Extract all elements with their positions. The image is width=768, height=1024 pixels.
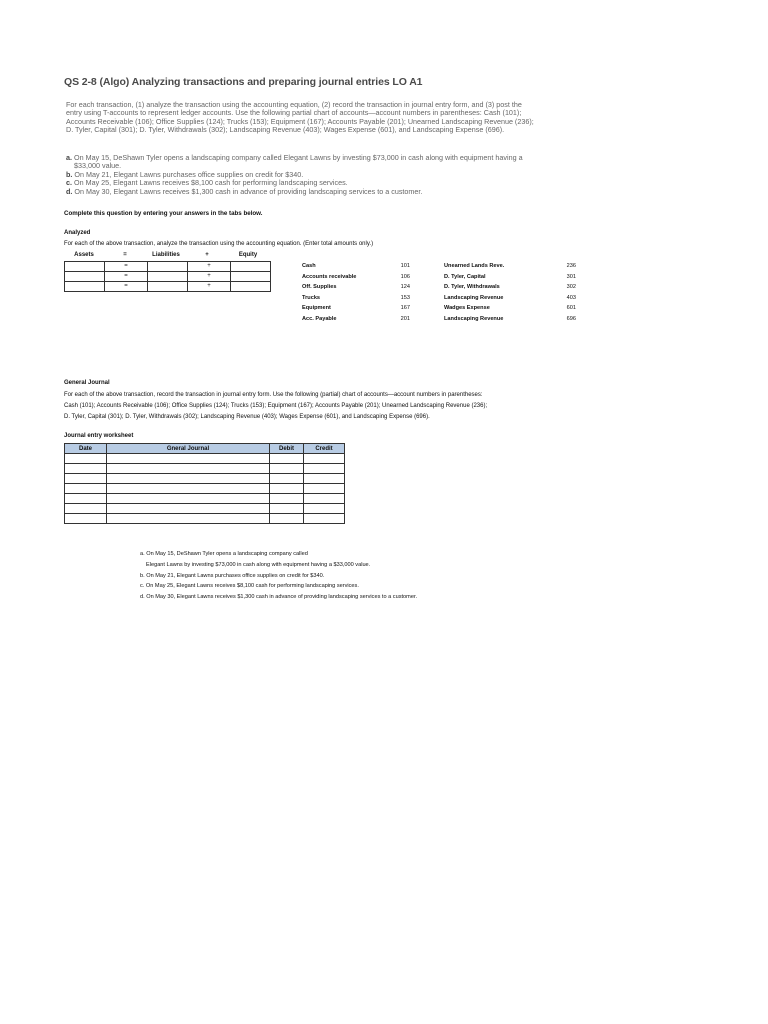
equals-header: = [123, 252, 127, 258]
credit-cell[interactable] [304, 474, 345, 484]
debit-cell[interactable] [270, 454, 304, 464]
list-item: Acc. Payable 201 [302, 315, 410, 322]
date-cell[interactable] [65, 514, 107, 524]
liabilities-header: Liabilities [152, 252, 180, 258]
table-row [65, 514, 345, 524]
equals-cell: = [105, 262, 148, 272]
list-item: b. On May 21, Elegant Lawns purchases office supplies on credit for $340. [66, 169, 304, 179]
accounts-list-left [302, 261, 412, 325]
table-row [65, 454, 345, 464]
list-item: a. On May 15, DeShawn Tyler opens a landscaping company called [140, 551, 308, 557]
account-cell[interactable] [107, 504, 270, 514]
list-item: Accounts receivable 106 [302, 273, 410, 280]
table-header-row [65, 444, 345, 454]
debit-cell[interactable] [270, 474, 304, 484]
equals-cell: = [105, 282, 148, 292]
list-item: Cash 101 [302, 263, 410, 269]
date-cell[interactable] [65, 474, 107, 484]
general-journal-description: D. Tyler, Capital (301); D. Tyler, Withdrawals (302); Landscaping Revenue (403); Wages Expense (601), and Landscaping Expense (696). [64, 414, 430, 420]
account-cell[interactable] [107, 454, 270, 464]
assets-header: Assets [74, 252, 94, 258]
liabilities-cell[interactable] [148, 282, 188, 292]
list-item: c. On May 25, Elegant Lawns receives $8,100 cash for performing landscaping services. [140, 583, 359, 590]
equity-cell[interactable] [231, 282, 271, 292]
plus-cell: + [188, 272, 231, 282]
credit-cell[interactable] [304, 504, 345, 514]
debit-cell[interactable] [270, 464, 304, 474]
question-intro: For each transaction, (1) analyze the transaction using the accounting equation, (2) record the transaction in journal entry form, and (3) post the entry using T-accounts to represent ledger accounts. Use the following partial chart of accounts—account numbers in parentheses: Cash (101); Accounts Receivable (106); Office Supplies (124); Trucks (153); Equipment (167); Accounts Payable (201); Unearned Landscaping Revenue (236); D. Tyler, Capital (301); D. Tyler, Withdrawals (302); Landscaping Revenue (403); Wages Expense (601), and Landscaping Expense (696). [66, 100, 534, 135]
liabilities-cell[interactable] [148, 272, 188, 282]
analyzed-description: For each of the above transaction, analyze the transaction using the accounting equation. (Enter total amounts only.) [64, 241, 374, 247]
date-cell[interactable] [65, 484, 107, 494]
equity-cell[interactable] [231, 272, 271, 282]
list-item: D. Tyler, Withdrawals 302 [444, 284, 576, 291]
list-item: c. On May 25, Elegant Lawns receives $8,100 cash for performing landscaping services. [66, 178, 348, 188]
credit-cell[interactable] [304, 514, 345, 524]
table-row [65, 272, 271, 282]
debit-cell[interactable] [270, 504, 304, 514]
general-journal-label: General Journal [64, 380, 110, 386]
transaction-recap-list [140, 549, 417, 603]
worksheet-label: Journal entry worksheet [64, 433, 134, 439]
general-journal-description: For each of the above transaction, record the transaction in journal entry form. Use the following (partial) chart of accounts—account numbers in parentheses: [64, 392, 483, 398]
list-item: Equipment 167 [302, 305, 410, 312]
list-item: d. On May 30, Elegant Lawns receives $1,300 cash in advance of providing landscaping services to a customer. [66, 186, 423, 196]
debit-cell[interactable] [270, 494, 304, 504]
assets-cell[interactable] [65, 282, 105, 292]
list-item: Wadges Expense 601 [444, 305, 576, 312]
account-cell[interactable] [107, 514, 270, 524]
plus-cell: + [188, 282, 231, 292]
credit-cell[interactable] [304, 464, 345, 474]
table-row [65, 262, 271, 272]
journal-entry-table [64, 443, 345, 524]
debit-cell[interactable] [270, 484, 304, 494]
list-item: a. On May 15, DeShawn Tyler opens a landscaping company called Elegant Lawns by investing $73,000 in cash along with equipment having a $33,000 value. [66, 153, 523, 171]
credit-cell[interactable] [304, 494, 345, 504]
date-cell[interactable] [65, 454, 107, 464]
list-item: b. On May 21, Elegant Lawns purchases office supplies on credit for $340. [140, 572, 325, 579]
assets-cell[interactable] [65, 272, 105, 282]
equals-cell: = [105, 272, 148, 282]
date-header: Date [65, 444, 107, 454]
date-cell[interactable] [65, 504, 107, 514]
list-item: Off. Supplies 124 [302, 284, 410, 291]
list-item: Trucks 153 [302, 294, 410, 301]
analyzed-label: Analyzed [64, 230, 91, 236]
plus-header: + [205, 252, 209, 258]
accounts-list-right [444, 261, 578, 325]
date-cell[interactable] [65, 494, 107, 504]
plus-cell: + [188, 262, 231, 272]
table-row [65, 504, 345, 514]
table-row [65, 494, 345, 504]
instruction-text: Complete this question by entering your answers in the tabs below. [64, 210, 263, 217]
account-cell[interactable] [107, 484, 270, 494]
credit-cell[interactable] [304, 454, 345, 464]
date-cell[interactable] [65, 464, 107, 474]
list-item: Landscaping Revenue 403 [444, 294, 576, 301]
table-row [65, 282, 271, 292]
table-row [65, 474, 345, 484]
general-journal-header: Gneral Journal [107, 444, 270, 454]
table-row [65, 484, 345, 494]
account-cell[interactable] [107, 494, 270, 504]
credit-header: Credit [304, 444, 345, 454]
question-title: QS 2-8 (Algo) Analyzing transactions and preparing journal entries LO A1 [64, 76, 423, 88]
equation-header [64, 252, 268, 261]
debit-header: Debit [270, 444, 304, 454]
account-cell[interactable] [107, 464, 270, 474]
assets-cell[interactable] [65, 262, 105, 272]
general-journal-description: Cash (101); Accounts Receivable (106); Office Supplies (124); Trucks (153); Equipment (167); Accounts Payable (201); Unearned Landscaping Revenue (236); [64, 403, 488, 409]
list-item: Unearned Lands Reve. 236 [444, 263, 576, 269]
list-item: d. On May 30, Elegant Lawns receives $1,300 cash in advance of providing landscaping services to a customer. [140, 594, 418, 601]
list-item: Elegant Lawns by investing $73,000 in cash along with equipment having a $33,000 value. [146, 561, 371, 568]
list-item: Landscaping Revenue 696 [444, 315, 576, 322]
credit-cell[interactable] [304, 484, 345, 494]
transaction-list [66, 154, 536, 196]
equity-cell[interactable] [231, 262, 271, 272]
equity-header: Equity [238, 252, 258, 258]
list-item: D. Tyler, Capital 301 [444, 273, 576, 280]
debit-cell[interactable] [270, 514, 304, 524]
equation-grid [64, 261, 271, 292]
table-row [65, 464, 345, 474]
liabilities-cell[interactable] [148, 262, 188, 272]
account-cell[interactable] [107, 474, 270, 484]
